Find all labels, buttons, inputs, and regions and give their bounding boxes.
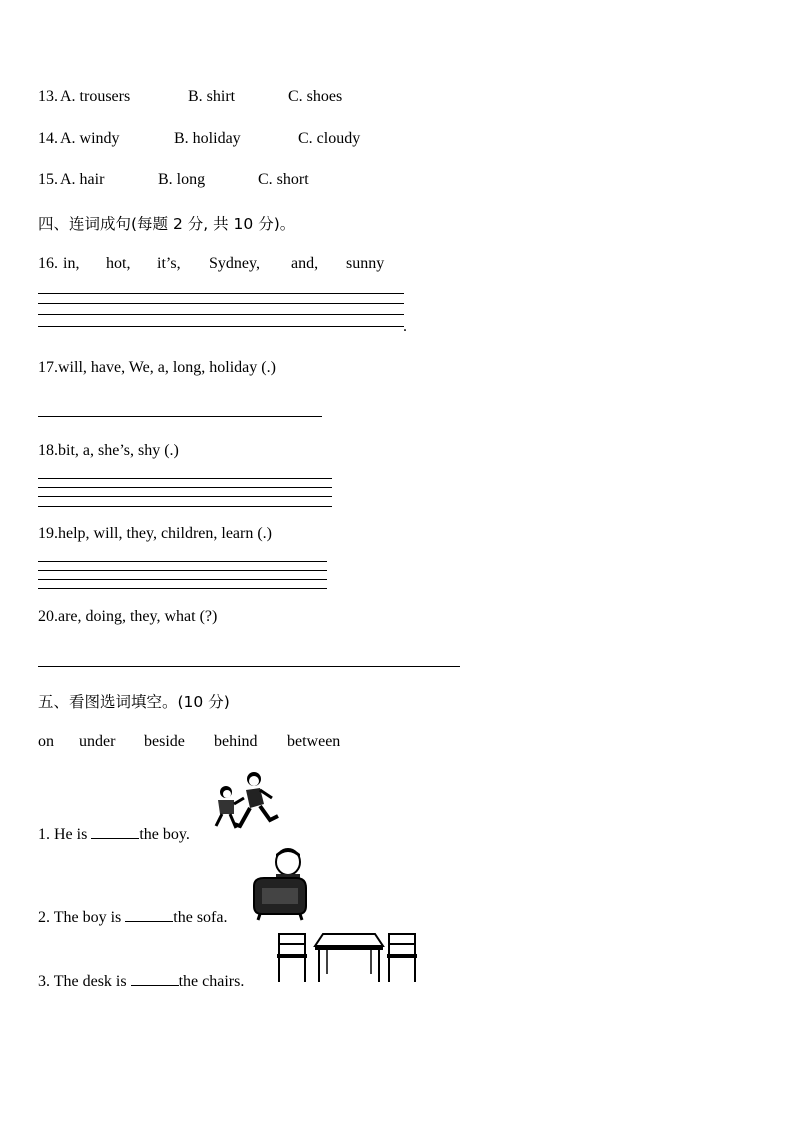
- option-c: C. cloudy: [298, 130, 361, 147]
- option-c: C. shoes: [288, 88, 343, 105]
- answer-line: [38, 293, 404, 294]
- picture-item-2: [38, 907, 227, 927]
- answer-line: [38, 506, 332, 507]
- running-boys-icon: [210, 766, 282, 838]
- word-bank-item: beside: [144, 733, 185, 750]
- option-a: A. hair: [60, 171, 105, 188]
- question-number: 14.: [38, 130, 58, 147]
- period-mark: .: [403, 318, 407, 335]
- answer-line: [38, 666, 460, 667]
- question-20: 20.are, doing, they, what (?): [38, 608, 218, 625]
- section-5-heading: 五、看图选词填空。(10 分): [38, 693, 230, 711]
- section-4-heading: 四、连词成句(每题 2 分, 共 10 分)。: [38, 215, 296, 233]
- answer-line: [38, 314, 404, 315]
- word-bank-item: behind: [214, 733, 258, 750]
- option-a: A. trousers: [60, 88, 131, 105]
- sentence-end: the chairs.: [178, 973, 245, 990]
- sentence-start: 3. The desk is: [38, 973, 131, 990]
- word-bank-item: between: [287, 733, 341, 750]
- question-17: 17.will, have, We, a, long, holiday (.): [38, 359, 276, 376]
- sentence-start: 1. He is: [38, 826, 92, 843]
- answer-line: [38, 416, 322, 417]
- word: in,: [63, 255, 80, 272]
- answer-line: [38, 496, 332, 497]
- answer-line: [38, 487, 332, 488]
- question-19: 19.help, will, they, children, learn (.): [38, 525, 272, 542]
- word: hot,: [106, 255, 131, 272]
- answer-line: [38, 570, 327, 571]
- question-number: 15.: [38, 171, 58, 188]
- sentence-end: the boy.: [139, 826, 190, 843]
- word: Sydney,: [209, 255, 260, 272]
- answer-line: [38, 579, 327, 580]
- picture-item-3: [38, 971, 244, 991]
- answer-line: [38, 478, 332, 479]
- answer-line: [38, 303, 404, 304]
- blank: [91, 824, 139, 839]
- option-a: A. windy: [60, 130, 120, 147]
- question-number: 13.: [38, 88, 58, 105]
- desk-between-chairs-icon: [275, 930, 421, 986]
- option-b: B. long: [158, 171, 206, 188]
- word: it’s,: [157, 255, 181, 272]
- word: and,: [291, 255, 319, 272]
- word: sunny: [346, 255, 385, 272]
- sentence-start: 2. The boy is: [38, 909, 126, 926]
- answer-line: [38, 588, 327, 589]
- sentence-end: the sofa.: [173, 909, 228, 926]
- picture-item-1: [38, 824, 190, 844]
- blank: [131, 971, 179, 986]
- option-b: B. holiday: [174, 130, 241, 147]
- question-number: 16.: [38, 255, 58, 272]
- word-bank-item: under: [79, 733, 116, 750]
- answer-line: [38, 561, 327, 562]
- blank: [125, 907, 173, 922]
- question-18: 18.bit, a, she’s, shy (.): [38, 442, 179, 459]
- boy-behind-sofa-icon: [250, 848, 308, 922]
- answer-line: [38, 326, 404, 327]
- option-b: B. shirt: [188, 88, 236, 105]
- option-c: C. short: [258, 171, 309, 188]
- word-bank-item: on: [38, 733, 54, 750]
